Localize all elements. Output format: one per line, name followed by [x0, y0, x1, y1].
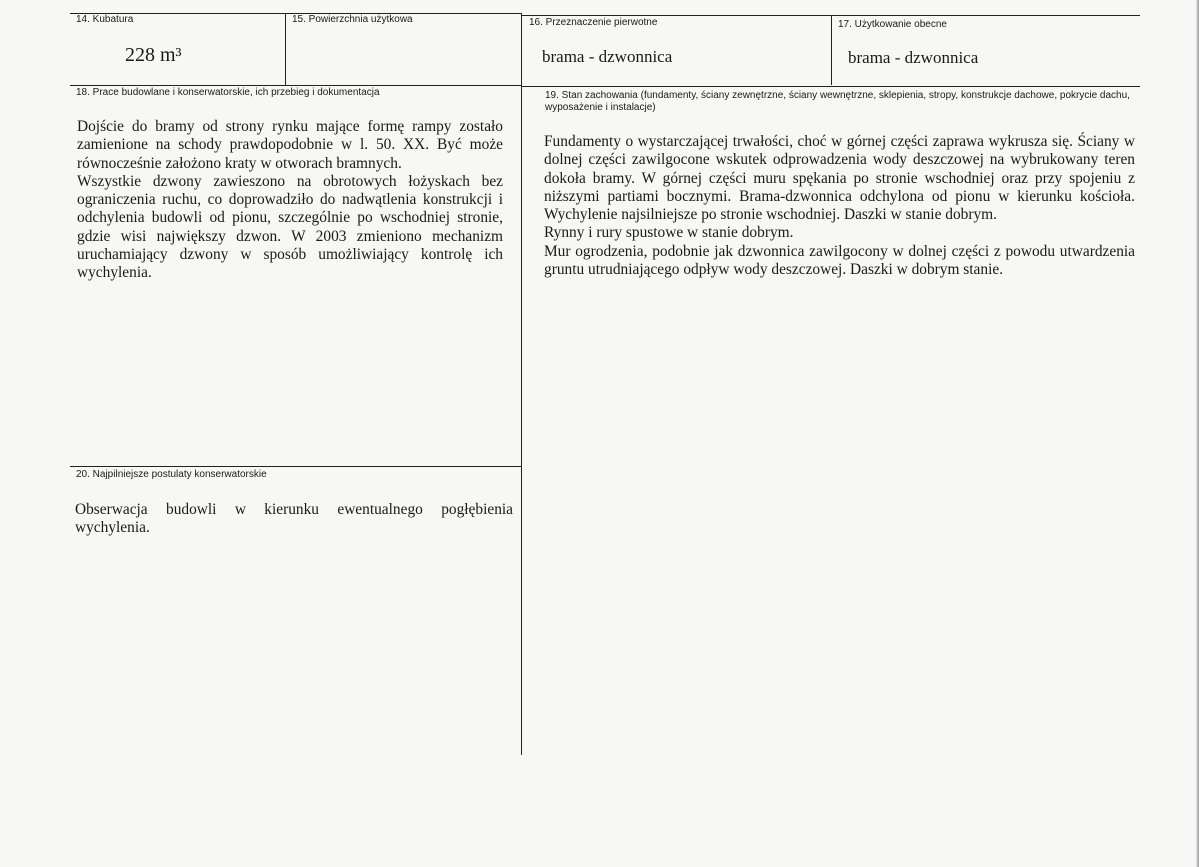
field-17-value: brama - dzwonnica — [848, 48, 979, 67]
field-19-paragraph-3: Mur ogrodzenia, podobnie jak dzwonnica zawilgocony w dolnej części z powodu utwardzenia gruntu utrudniającego odpływ wody deszczowej. Daszki w dobrym stanie. — [544, 242, 1135, 279]
row-divider-left — [70, 85, 522, 86]
field-20-text — [75, 501, 513, 538]
field-19-paragraph-2: Rynny i rury spustowe w stanie dobrym. — [544, 224, 794, 242]
divider-16-17 — [831, 15, 832, 85]
field-18-label: 18. Prace budowlane i konserwatorskie, ich przebieg i dokumentacja — [76, 87, 380, 98]
field-14-label: 14. Kubatura — [76, 14, 134, 25]
field-17-label: 17. Użytkowanie obecne — [838, 19, 947, 30]
field-19-paragraph-1: Fundamenty o wystarczającej trwałości, choć w górnej części zaprawa wykruszа się. Ściany w dolnej części zawilgocone wskutek odprowadzenia wody deszczowej na wybrukowany teren dokoła bramy. W górnej części muru spękania po stronie wschodniej oraz przy spojeniu z niższymi partiami bocznymi. Brama-dzwonnica odchylona od pionu w kierunku kościoła. Wychylenie najsilniejsze po stronie wschodniej. Daszki w stanie dobrym. — [544, 133, 1135, 224]
divider-14-15 — [285, 13, 286, 85]
field-19-label: 19. Stan zachowania (fundamenty, ściany zewnętrzne, ściany wewnętrzne, sklepienia, stropy, konstrukcje dachowe, pokrycie dachu, wyposażenie i instalacje) — [545, 90, 1130, 113]
divider-18-20 — [70, 466, 522, 467]
field-20-paragraph-1: Obserwacja budowli w kierunku ewentualnego pogłębienia wychylenia. — [75, 501, 513, 537]
field-18-paragraph-2: Wszystkie dzwony zawieszono na obrotowych łożyskach bez ograniczenia ruchu, co doprowadziło do nadwątlenia konstrukcji i odchylenia budowli od pionu, szczególnie po wschodniej stronie, gdzie wisi największy dzwon. W 2003 zmieniono mechanizm uruchamiający dzwony w sposób umożliwiający kontrolę ich wychylenia. — [77, 172, 503, 282]
field-16-label: 16. Przeznaczenie pierwotne — [529, 17, 658, 28]
field-18-text — [77, 118, 503, 283]
field-14-value: 228 m³ — [125, 44, 182, 66]
field-18-paragraph-1: Dojście do bramy od strony rynku mające formę rampy zostało zamienione na schody prawdopodobnie w l. 50. XX. Być może równocześnie założono kraty w otworach bramnych. — [77, 118, 503, 172]
divider-main — [521, 13, 522, 755]
field-16-value: brama - dzwonnica — [542, 47, 673, 66]
field-19-text — [544, 133, 1135, 279]
row-divider-right — [522, 86, 1140, 87]
field-15-label: 15. Powierzchnia użytkowa — [292, 14, 413, 25]
field-20-label: 20. Najpilniejsze postulaty konserwatorskie — [76, 469, 267, 480]
